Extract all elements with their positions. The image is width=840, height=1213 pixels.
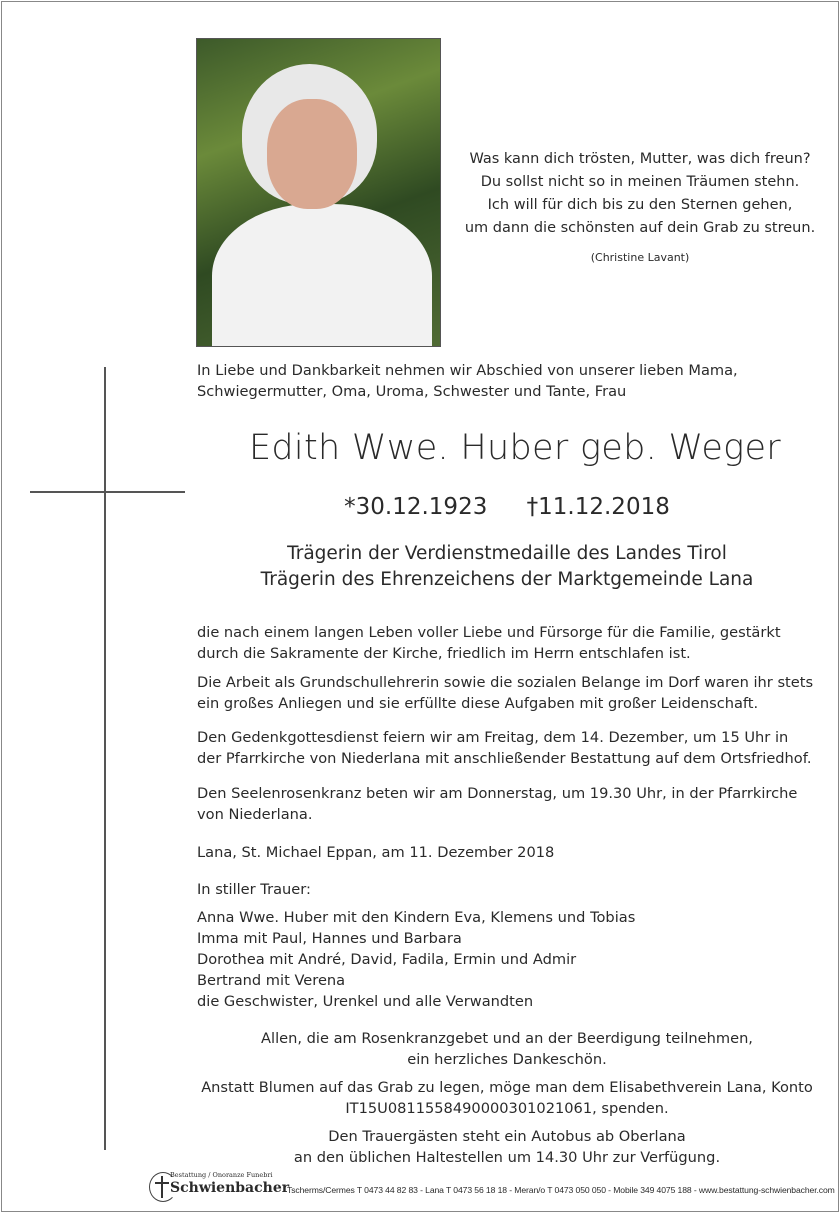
poem (460, 148, 820, 269)
bus-info (197, 1126, 817, 1168)
thanks (197, 1028, 817, 1070)
honors (197, 541, 817, 593)
mourner: Bertrand mit Verena (197, 972, 346, 989)
donation-line: Anstatt Blumen auf das Grab zu legen, möge man dem Elisabethverein Lana, Konto (201, 1079, 813, 1096)
honor: Trägerin der Verdienstmedaille des Landes Tirol (287, 543, 727, 564)
poem-line: Was kann dich trösten, Mutter, was dich freun? (469, 151, 811, 167)
intro-line: In Liebe und Dankbarkeit nehmen wir Abschied von unserer lieben Mama, (197, 362, 738, 379)
thanks-line: ein herzliches Dankeschön. (407, 1051, 607, 1068)
dates (197, 494, 817, 520)
intro-line: Schwiegermutter, Oma, Uroma, Schwester und Tante, Frau (197, 383, 627, 400)
poem-line: Ich will für dich bis zu den Sternen gehen, (487, 197, 793, 213)
mourner: Imma mit Paul, Hannes und Barbara (197, 930, 462, 947)
logo-name: Schwienbacher (170, 1180, 290, 1196)
paragraph: die nach einem langen Leben voller Liebe und Fürsorge für die Familie, gestärkt durch die Sakramente der Kirche, friedlich im Herrn entschlafen ist. (197, 624, 781, 662)
mourner: die Geschwister, Urenkel und alle Verwandten (197, 993, 534, 1010)
paragraph: Die Arbeit als Grundschullehrerin sowie die sozialen Belange im Dorf waren ihr stets ein großes Anliegen und sie erfüllte diese Aufgaben mit großer Leidenschaft. (197, 674, 814, 712)
mourner: Dorothea mit André, David, Fadila, Ermin und Admir (197, 951, 577, 968)
donation (197, 1077, 817, 1119)
bus-line: an den üblichen Haltestellen um 14.30 Uhr zur Verfügung. (293, 1149, 721, 1166)
cross-icon-horizontal (30, 491, 185, 493)
honor: Trägerin des Ehrenzeichens der Marktgemeinde Lana (260, 569, 754, 590)
birth-date: *30.12.1923 (344, 494, 488, 520)
place-date: Lana, St. Michael Eppan, am 11. Dezember 2018 (197, 844, 555, 861)
poem-line: um dann die schönsten auf dein Grab zu streun. (464, 220, 816, 236)
deceased-name: Edith Wwe. Huber geb. Weger (249, 428, 781, 468)
mourner: Anna Wwe. Huber mit den Kindern Eva, Klemens und Tobias (197, 909, 636, 926)
footer (145, 1170, 835, 1204)
death-date: †11.12.2018 (526, 494, 670, 520)
mourners (197, 907, 817, 1012)
mourning-label: In stiller Trauer: (197, 881, 311, 898)
bus-line: Den Trauergästen steht ein Autobus ab Oberlana (328, 1128, 686, 1145)
poem-line: Du sollst nicht so in meinen Träumen stehn. (480, 174, 800, 190)
paragraph: Den Seelenrosenkranz beten wir am Donnerstag, um 19.30 Uhr, in der Pfarrkirche von Niederlana. (197, 785, 798, 823)
intro (197, 360, 817, 402)
portrait-photo (196, 38, 441, 347)
contact-info: Tscherms/Cermes T 0473 44 82 83 - Lana T 0473 56 18 18 - Meran/o T 0473 050 050 - Mobile 349 4075 188 - www.bestattung-schwienbacher.com (287, 1185, 835, 1195)
cross-icon-vertical (104, 367, 106, 1150)
thanks-line: Allen, die am Rosenkranzgebet und an der Beerdigung teilnehmen, (261, 1030, 753, 1047)
poem-author: (Christine Lavant) (590, 251, 690, 264)
paragraph: Den Gedenkgottesdienst feiern wir am Freitag, dem 14. Dezember, um 15 Uhr in der Pfarrkirche von Niederlana mit anschließender Bestattung auf dem Ortsfriedhof. (197, 729, 812, 767)
logo-subtitle: Bestattung / Onoranze Funebri (170, 1171, 273, 1179)
donation-line: IT15U0811558490000301021061, spenden. (345, 1100, 669, 1117)
